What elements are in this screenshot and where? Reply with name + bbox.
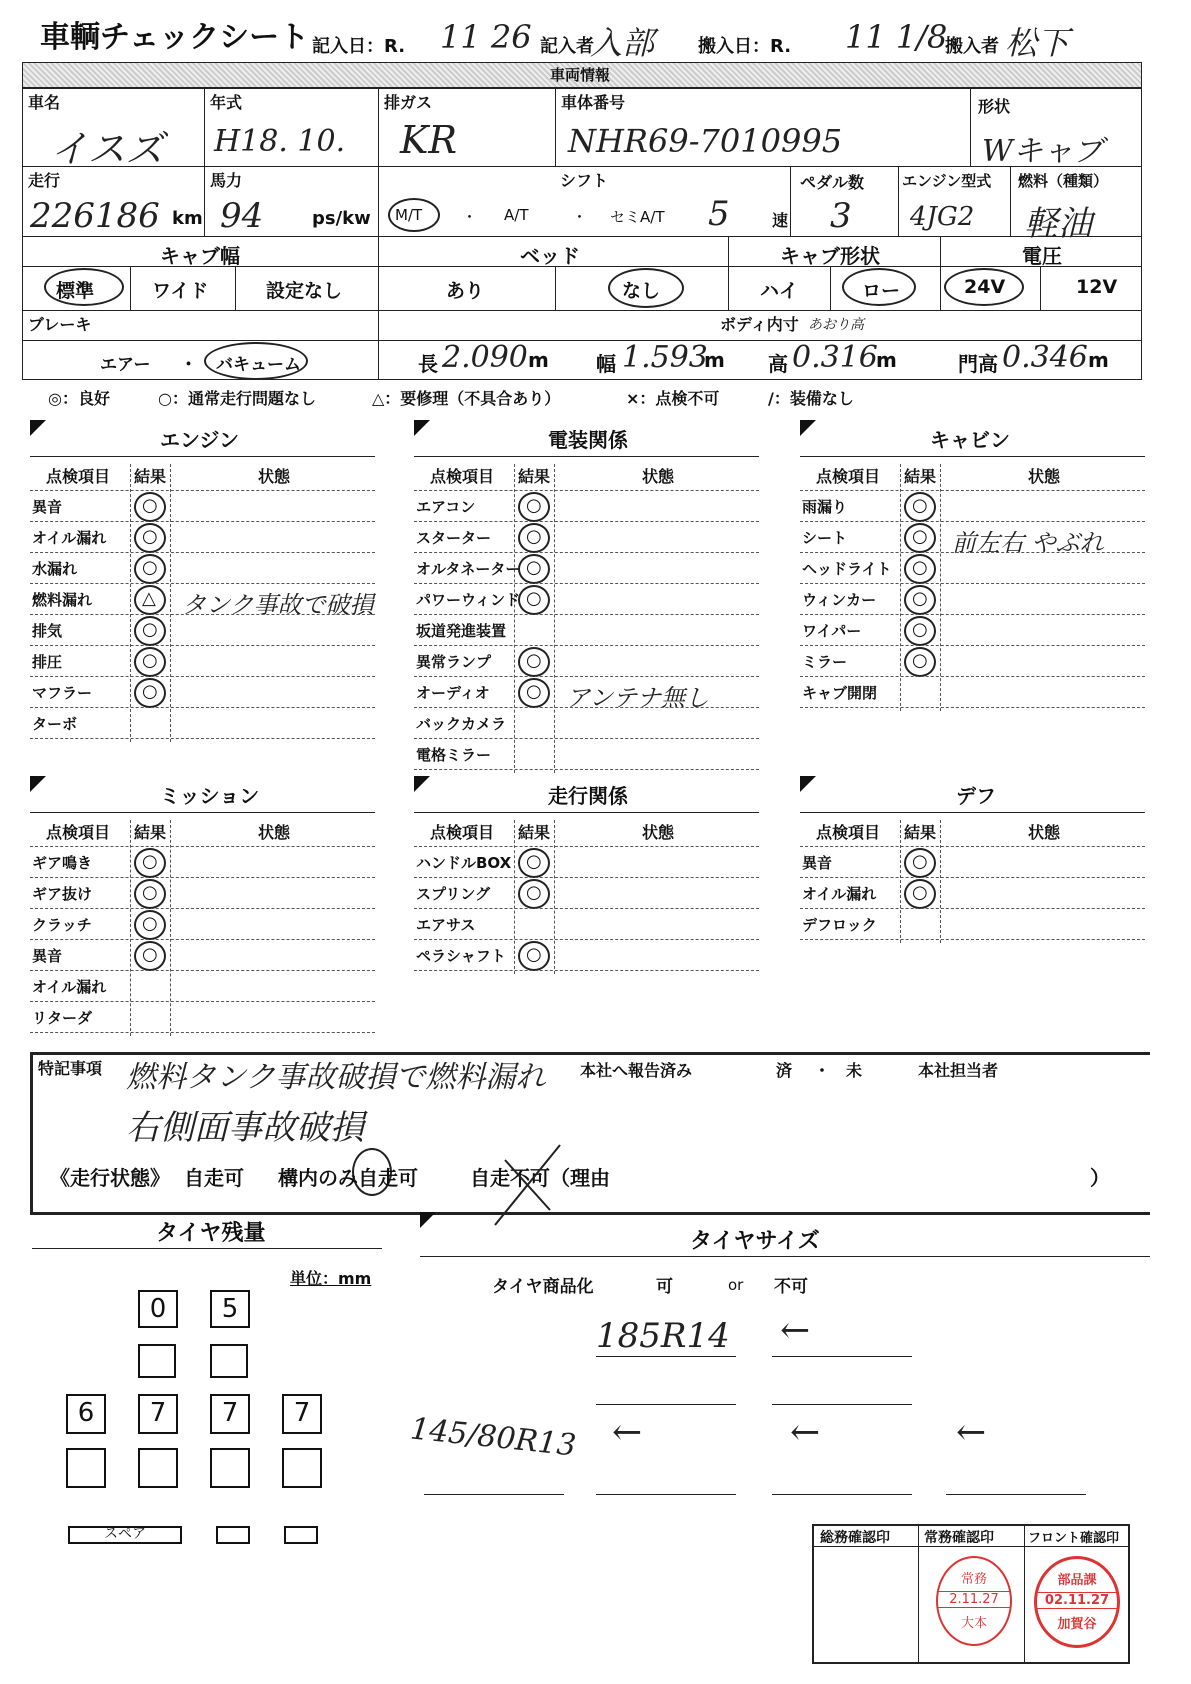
- diff-item-label: 異音: [802, 854, 833, 872]
- electric-item-label: スターター: [416, 529, 492, 547]
- engine-item-result: ○: [142, 557, 158, 578]
- electric-item-result: ○: [526, 557, 542, 578]
- brake-air: エアー: [100, 355, 151, 375]
- legend-repair: △：要修理（不具合あり）: [372, 389, 561, 408]
- mileage-label: 走行: [28, 171, 61, 190]
- tire-resale-label: タイヤ商品化: [492, 1277, 594, 1297]
- cabin-item-label: キャブ開閉: [802, 684, 878, 702]
- tire-size-rear-arrow-1: ←: [612, 1412, 643, 1453]
- body-type-value: Wキャブ: [982, 134, 1103, 169]
- v24: 24V: [964, 276, 1006, 298]
- diff-col-result: 結果: [904, 823, 937, 842]
- cab-high: ハイ: [760, 280, 799, 302]
- width-unit: m: [704, 348, 725, 372]
- height-value: 0.316: [792, 340, 878, 375]
- cab-std: 標準: [56, 280, 95, 302]
- power-unit: ps/kw: [312, 208, 371, 229]
- spare-label: スペア: [104, 1526, 146, 1542]
- running-col-state: 状態: [642, 823, 675, 842]
- height-unit: m: [876, 348, 897, 372]
- engine-item-label: 異音: [32, 498, 63, 516]
- cabin-item-label: ヘッドライト: [802, 560, 892, 578]
- electric-marker: [414, 420, 430, 436]
- gate-value: 0.346: [1002, 340, 1088, 375]
- engine-item-result: ○: [142, 681, 158, 702]
- power-label: 馬力: [210, 171, 243, 190]
- cabin-item-result: ○: [912, 526, 928, 547]
- tire-spare-2: [216, 1526, 250, 1544]
- engine-item-result: ○: [142, 495, 158, 516]
- report-label: 本社へ報告済み: [580, 1061, 693, 1080]
- carry-date-label: 搬入日：R.: [698, 36, 792, 57]
- running-item-result: ○: [526, 851, 542, 872]
- shift-speed: 5: [708, 194, 730, 234]
- cab-none: 設定なし: [266, 280, 343, 302]
- engine-item-label: 排気: [32, 622, 63, 640]
- tire-spare: [68, 1526, 182, 1544]
- cabin-item-result: ○: [912, 495, 928, 516]
- engine-col-state: 状態: [258, 467, 291, 486]
- width-label: 幅: [596, 352, 616, 376]
- bed-label: ベッド: [520, 244, 580, 268]
- diff-item-result: ○: [912, 882, 928, 903]
- cab-shape-label: キャブ形状: [780, 244, 880, 268]
- engine-item-label: 水漏れ: [32, 560, 78, 578]
- confirm-executive-label: 常務確認印: [924, 1530, 994, 1546]
- chassis-label: 車体番号: [561, 93, 626, 112]
- electric-col-state: 状態: [642, 467, 675, 486]
- brake-sep: ・: [180, 355, 197, 375]
- drive-status-label: 《走行状態》: [50, 1166, 170, 1190]
- body-inner-label: ボディ内寸: [720, 315, 799, 334]
- diff-item-label: デフロック: [802, 916, 877, 934]
- notes-label: 特記事項: [38, 1059, 103, 1078]
- tire-row4-1: [66, 1448, 106, 1488]
- engine-title: エンジン: [160, 428, 239, 452]
- shift-sep-1: ・: [462, 208, 478, 226]
- electric-item-label: 電格ミラー: [416, 746, 492, 764]
- mission-item-result: ○: [142, 882, 158, 903]
- engine-item-result: ○: [142, 619, 158, 640]
- cab-low: ロー: [862, 280, 901, 302]
- electric-item-result: ○: [526, 495, 542, 516]
- electric-title: 電装関係: [548, 428, 628, 452]
- maker-value: イスズ: [50, 127, 164, 171]
- carry-person-value: 松下: [1005, 24, 1070, 62]
- carry-person-label: 搬入者: [945, 36, 999, 57]
- shift-sep-2: ・: [572, 208, 588, 226]
- cabin-item-result: ○: [912, 557, 928, 578]
- mission-item-label: ギア抜け: [32, 885, 93, 903]
- running-col-result: 結果: [518, 823, 551, 842]
- tire-resale-or: or: [728, 1276, 744, 1294]
- engine-item-result: △: [142, 588, 156, 609]
- mission-col-result: 結果: [134, 823, 167, 842]
- cabin-item-result: ○: [912, 588, 928, 609]
- drive-not-crossout: [490, 1140, 570, 1230]
- front-stamp: [1034, 1556, 1120, 1648]
- drive-self: 自走可: [184, 1166, 244, 1190]
- electric-item-label: バックカメラ: [416, 715, 507, 733]
- engine-item-result: ○: [142, 650, 158, 671]
- mission-item-label: クラッチ: [32, 916, 92, 934]
- tire-remain-title: タイヤ残量: [156, 1221, 266, 1246]
- running-marker: [414, 776, 430, 792]
- cabin-item-label: ワイパー: [802, 622, 862, 640]
- mission-item-label: 異音: [32, 947, 63, 965]
- drive-close-paren: ）: [1090, 1166, 1110, 1190]
- chassis-value: NHR69-7010995: [568, 122, 843, 160]
- running-item-label: ペラシャフト: [416, 947, 506, 965]
- mileage-value: 226186: [30, 196, 160, 236]
- running-item-label: スプリング: [416, 885, 491, 903]
- tire-row4-2: [138, 1448, 178, 1488]
- vehicle-info-title: 車両情報: [550, 66, 611, 84]
- cabin-col-item: 点検項目: [816, 467, 881, 486]
- tire-size-rear-arrow-3: ←: [956, 1412, 987, 1453]
- diff-title: デフ: [956, 784, 996, 808]
- fuel-value: 軽油: [1024, 204, 1092, 244]
- legend-ok: ○：通常走行問題なし: [158, 389, 316, 408]
- tire-size-front-arrow: ←: [780, 1310, 811, 1351]
- length-unit: m: [528, 348, 549, 372]
- tire-rear-4: 7: [282, 1394, 322, 1434]
- length-value: 2.090: [442, 340, 528, 375]
- mission-col-item: 点検項目: [46, 823, 111, 842]
- tire-size-front: 185R14: [596, 1316, 730, 1356]
- mileage-unit: km: [172, 208, 203, 229]
- electric-item-result: ○: [526, 681, 542, 702]
- running-col-item: 点検項目: [430, 823, 495, 842]
- drive-not: 自走不可（理由: [470, 1166, 610, 1190]
- mission-item-label: ギア鳴き: [32, 854, 93, 872]
- mission-title: ミッション: [160, 784, 260, 808]
- entry-date-label: 記入日：R.: [312, 36, 406, 57]
- tire-front-right: 5: [210, 1290, 250, 1328]
- report-sep: ・: [814, 1061, 831, 1080]
- report-undone: 未: [846, 1061, 863, 1080]
- power-value: 94: [220, 196, 264, 236]
- entry-person-value: 入部: [590, 24, 655, 62]
- mission-item-result: ○: [142, 913, 158, 934]
- tire-size-title: タイヤサイズ: [690, 1229, 820, 1254]
- stamp2-top: 部品課: [1057, 1573, 1097, 1588]
- body-inner-note: あおり高: [808, 317, 864, 333]
- confirm-general-label: 総務確認印: [820, 1530, 890, 1546]
- shift-semi: セミA/T: [610, 208, 665, 226]
- electric-col-item: 点検項目: [430, 467, 495, 486]
- diff-item-label: オイル漏れ: [802, 885, 877, 903]
- engine-type-value: 4JG2: [910, 202, 975, 232]
- electric-item-result: ○: [526, 526, 542, 547]
- year-value: H18. 10.: [214, 124, 346, 159]
- electric-item-label: パワーウィンド: [416, 591, 521, 609]
- diff-col-item: 点検項目: [816, 823, 881, 842]
- cabin-item-label: ウィンカー: [802, 591, 877, 609]
- tire-row4-4: [282, 1448, 322, 1488]
- engine-item-label: ターボ: [32, 715, 78, 733]
- confirm-front-label: フロント確認印: [1028, 1531, 1120, 1546]
- engine-col-result: 結果: [134, 467, 167, 486]
- tire-spare-3: [284, 1526, 318, 1544]
- electric-item-label: 異常ランプ: [416, 653, 492, 671]
- legend-ng: ×：点検不可: [626, 389, 720, 408]
- tire-resale-cannot: 不可: [774, 1277, 808, 1297]
- executive-stamp: [936, 1556, 1012, 1646]
- width-value: 1.593: [622, 340, 708, 375]
- engine-item-state: タンク事故で破損: [182, 591, 374, 619]
- engine-type-label: エンジン型式: [902, 172, 992, 190]
- diff-col-state: 状態: [1028, 823, 1061, 842]
- cabin-item-state: 前左右 やぶれ: [952, 529, 1104, 557]
- mission-item-result: ○: [142, 851, 158, 872]
- bed-yes: あり: [446, 280, 485, 302]
- engine-item-label: マフラー: [32, 684, 93, 702]
- electric-item-label: 坂道発進装置: [416, 622, 507, 640]
- running-title: 走行関係: [548, 784, 628, 808]
- tire-size-rear-arrow-2: ←: [790, 1412, 821, 1453]
- drive-inside-only: 構内のみ自走可: [278, 1166, 418, 1190]
- electric-item-label: オルタネーター: [416, 560, 521, 578]
- electric-item-label: エアコン: [416, 498, 476, 516]
- cabin-col-result: 結果: [904, 467, 937, 486]
- engine-item-label: オイル漏れ: [32, 529, 107, 547]
- engine-item-label: 燃料漏れ: [32, 591, 93, 609]
- notes-line-2: 右側面事故破損: [126, 1108, 364, 1148]
- cabin-item-label: シート: [802, 529, 848, 547]
- shift-at: A/T: [504, 206, 529, 224]
- cab-wide: ワイド: [152, 280, 209, 302]
- pedal-label: ペダル数: [800, 173, 865, 192]
- stamp2-date: 02.11.27: [1037, 1592, 1117, 1609]
- running-item-label: ハンドルBOX: [416, 854, 512, 872]
- electric-item-label: オーディオ: [416, 684, 490, 702]
- fuel-label: 燃料（種類）: [1018, 172, 1109, 190]
- engine-col-item: 点検項目: [46, 467, 111, 486]
- stamp1-date: 2.11.27: [938, 1591, 1010, 1608]
- tire-size-rear: 145/80R13: [408, 1411, 578, 1464]
- stamp1-top: 常務: [960, 1572, 987, 1587]
- cabin-item-label: 雨漏り: [802, 498, 848, 516]
- mission-item-label: オイル漏れ: [32, 978, 107, 996]
- engine-item-label: 排圧: [32, 653, 63, 671]
- running-item-result: ○: [526, 944, 542, 965]
- gate-unit: m: [1088, 348, 1109, 372]
- notes-line-1: 燃料タンク事故破損で燃料漏れ: [126, 1060, 546, 1095]
- emission-value: KR: [400, 118, 457, 162]
- tire-rear-2: 7: [138, 1394, 178, 1434]
- stamp2-name: 加賀谷: [1057, 1617, 1097, 1632]
- cabin-marker: [800, 420, 816, 436]
- stamp1-name: 大本: [960, 1616, 987, 1631]
- entry-date-value: 11 26: [440, 18, 532, 56]
- mission-item-label: リターダ: [32, 1009, 93, 1027]
- tire-resale-can: 可: [656, 1277, 673, 1297]
- shift-mt: M/T: [395, 206, 423, 224]
- diff-marker: [800, 776, 816, 792]
- tire-row4-3: [210, 1448, 250, 1488]
- engine-marker: [30, 420, 46, 436]
- brake-vac: バキューム: [216, 355, 301, 375]
- legend-good: ◎：良好: [48, 389, 110, 408]
- electric-col-result: 結果: [518, 467, 551, 486]
- legend-none: /：装備なし: [768, 389, 854, 408]
- cab-width-label: キャブ幅: [160, 244, 240, 268]
- diff-item-result: ○: [912, 851, 928, 872]
- year-label: 年式: [210, 93, 243, 112]
- cabin-item-result: ○: [912, 619, 928, 640]
- electric-item-result: ○: [526, 588, 542, 609]
- voltage-label: 電圧: [1022, 244, 1062, 268]
- bed-no: なし: [622, 280, 661, 302]
- running-item-label: エアサス: [416, 916, 476, 934]
- brake-label: ブレーキ: [28, 315, 92, 334]
- electric-item-state: アンテナ無し: [566, 684, 710, 712]
- length-label: 長: [418, 352, 438, 376]
- shift-label: シフト: [560, 171, 609, 190]
- running-item-result: ○: [526, 882, 542, 903]
- cabin-title: キャビン: [930, 428, 1010, 452]
- cabin-item-result: ○: [912, 650, 928, 671]
- entry-person-label: 記入者: [540, 36, 594, 57]
- electric-item-result: ○: [526, 650, 542, 671]
- mission-col-state: 状態: [258, 823, 291, 842]
- tire-row2-left: [138, 1344, 176, 1378]
- tire-front-left: 0: [138, 1290, 178, 1328]
- maker-label: 車名: [28, 93, 61, 112]
- mission-item-result: ○: [142, 944, 158, 965]
- tire-rear-3: 7: [210, 1394, 250, 1434]
- emission-label: 排ガス: [384, 93, 433, 112]
- carry-date-value: 11 1/8: [845, 18, 948, 56]
- engine-item-result: ○: [142, 526, 158, 547]
- shift-speed-unit: 速: [772, 211, 789, 230]
- sheet-title: 車輌チェックシート: [40, 20, 310, 55]
- body-type-label: 形状: [978, 97, 1011, 116]
- report-done: 済: [776, 1061, 793, 1080]
- hq-person-label: 本社担当者: [918, 1061, 999, 1080]
- gate-label: 門高: [958, 352, 998, 376]
- tire-unit: 単位：mm: [290, 1269, 372, 1288]
- height-label: 高: [768, 352, 788, 376]
- tire-rear-1: 6: [66, 1394, 106, 1434]
- v12: 12V: [1076, 276, 1118, 298]
- cabin-col-state: 状態: [1028, 467, 1061, 486]
- cabin-item-label: ミラー: [802, 653, 848, 671]
- tire-row2-right: [210, 1344, 248, 1378]
- mission-marker: [30, 776, 46, 792]
- pedal-value: 3: [830, 196, 852, 236]
